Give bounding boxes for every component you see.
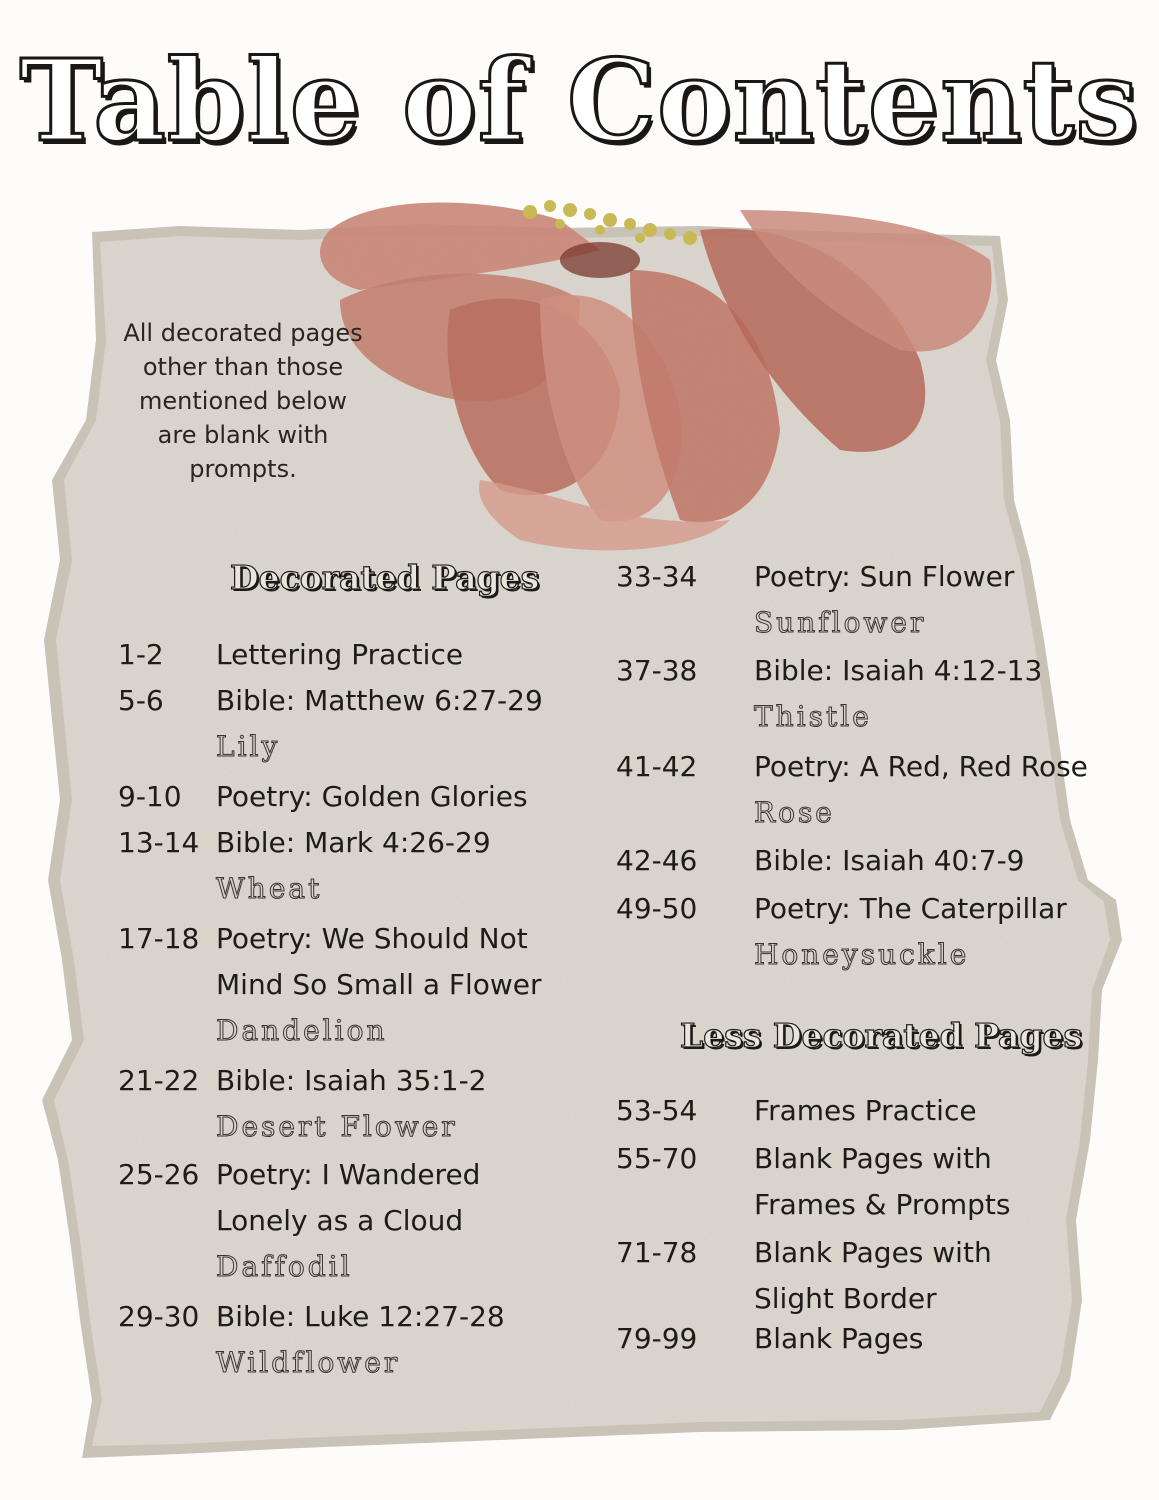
flower-name: Daffodil — [216, 1250, 353, 1283]
entry-title: Bible: Isaiah 35:1-2 — [216, 1064, 487, 1097]
toc-entry — [616, 886, 1067, 978]
flower-name: Thistle — [754, 700, 872, 733]
toc-entry — [118, 1294, 505, 1386]
page-range: 25-26 — [118, 1158, 200, 1191]
page-range: 9-10 — [118, 780, 182, 813]
entry-title: Bible: Isaiah 4:12-13 — [754, 654, 1043, 687]
entry-title-line-2: Frames & Prompts — [754, 1188, 1011, 1221]
entry-title: Bible: Luke 12:27-28 — [216, 1300, 505, 1333]
intro-note: All decorated pages other than those mentioned below are blank with prompts. — [123, 319, 363, 483]
page-range: 5-6 — [118, 684, 164, 717]
decorated-pages-heading: Decorated Pages — [230, 558, 540, 597]
toc-entry — [616, 554, 1014, 646]
page-range: 17-18 — [118, 922, 200, 955]
page-range: 42-46 — [616, 844, 698, 877]
entry-title-line-2: Mind So Small a Flower — [216, 968, 542, 1001]
flower-name: Wheat — [216, 872, 323, 905]
toc-entry — [616, 1230, 992, 1322]
page-range: 29-30 — [118, 1300, 200, 1333]
entry-title: Poetry: I Wandered — [216, 1158, 481, 1191]
flower-name: Lily — [216, 730, 281, 763]
flower-name: Rose — [754, 796, 835, 829]
entry-title: Bible: Mark 4:26-29 — [216, 826, 491, 859]
page-range: 13-14 — [118, 826, 200, 859]
flower-petals — [320, 203, 992, 551]
toc-entry — [118, 632, 463, 678]
toc-entry — [118, 820, 491, 912]
page-range: 71-78 — [616, 1236, 698, 1269]
entry-title: Blank Pages with — [754, 1236, 992, 1269]
less-decorated-pages-heading: Less Decorated Pages — [680, 1016, 1083, 1055]
watercolor-flower-illustration — [300, 190, 1020, 560]
toc-entry — [616, 648, 1042, 740]
flower-center — [560, 242, 640, 278]
page-title: Table of Contents — [19, 36, 1140, 167]
toc-entry — [118, 1152, 480, 1290]
page-range: 55-70 — [616, 1142, 698, 1175]
entry-title: Poetry: A Red, Red Rose — [754, 750, 1088, 783]
page-range: 53-54 — [616, 1094, 698, 1127]
entry-title-line-2: Slight Border — [754, 1282, 937, 1315]
entry-title: Poetry: Golden Glories — [216, 780, 528, 813]
flower-name: Dandelion — [216, 1014, 388, 1047]
toc-entry — [118, 1058, 486, 1150]
entry-title: Bible: Matthew 6:27-29 — [216, 684, 543, 717]
page-range: 1-2 — [118, 638, 164, 671]
entry-title: Poetry: Sun Flower — [754, 560, 1015, 593]
entry-title: Bible: Isaiah 40:7-9 — [754, 844, 1025, 877]
toc-entry — [616, 1088, 977, 1134]
toc-entry — [616, 838, 1024, 884]
page-range: 79-99 — [616, 1322, 698, 1355]
flower-name: Honeysuckle — [754, 938, 970, 971]
page-range: 21-22 — [118, 1064, 200, 1097]
entry-title: Blank Pages — [754, 1322, 924, 1355]
toc-entry — [118, 678, 543, 770]
page-range: 33-34 — [616, 560, 698, 593]
flower-name: Wildflower — [216, 1346, 401, 1379]
toc-entry — [118, 916, 542, 1054]
page-range: 37-38 — [616, 654, 698, 687]
entry-title: Lettering Practice — [216, 638, 464, 671]
entry-title: Blank Pages with — [754, 1142, 992, 1175]
entry-title: Poetry: We Should Not — [216, 922, 528, 955]
flower-name: Sunflower — [754, 606, 927, 639]
flower-name: Desert Flower — [216, 1110, 458, 1143]
page-range: 49-50 — [616, 892, 698, 925]
entry-title: Poetry: The Caterpillar — [754, 892, 1067, 925]
entry-title: Frames Practice — [754, 1094, 977, 1127]
toc-entry — [118, 774, 528, 820]
toc-entry — [616, 1316, 923, 1362]
entry-title-line-2: Lonely as a Cloud — [216, 1204, 464, 1237]
page-range: 41-42 — [616, 750, 698, 783]
toc-entry — [616, 744, 1088, 836]
toc-entry — [616, 1136, 1011, 1228]
